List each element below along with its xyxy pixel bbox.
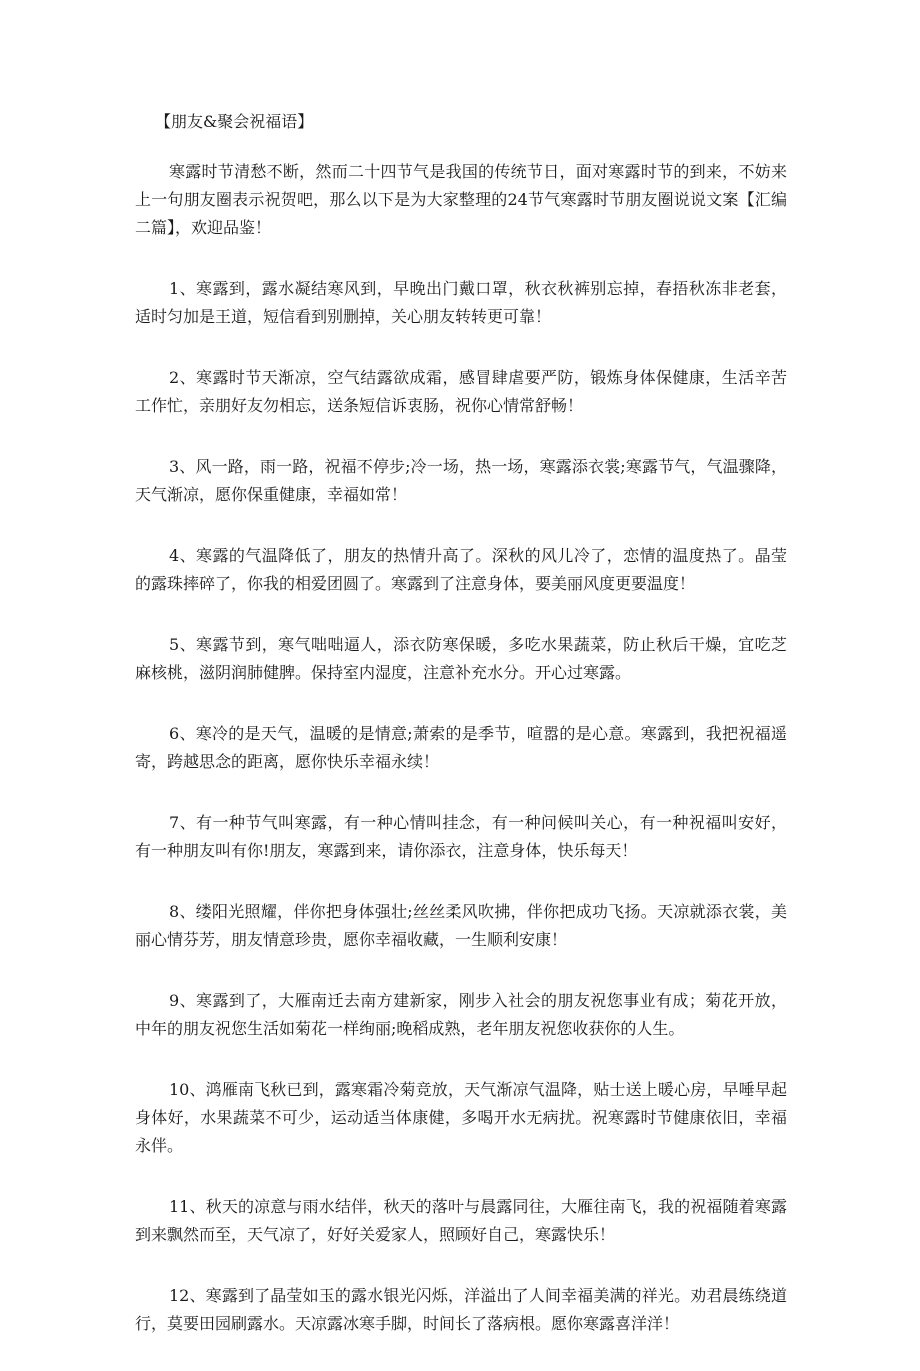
blessing-paragraph-11: 11、秋天的凉意与雨水结伴，秋天的落叶与晨露同往，大雁往南飞，我的祝福随着寒露到来飘然而至，天气凉了，好好关爱家人，照顾好自己，寒露快乐！ [135,1197,787,1244]
blessing-paragraph-2: 2、寒露时节天渐凉，空气结露欲成霜，感冒肆虐要严防，锻炼身体保健康，生活辛苦工作忙，亲朋好友勿相忘，送条短信诉衷肠，祝你心情常舒畅！ [135,368,787,415]
blessing-paragraph-9: 9、寒露到了，大雁南迁去南方建新家，刚步入社会的朋友祝您事业有成；菊花开放，中年的朋友祝您生活如菊花一样绚丽;晚稻成熟，老年朋友祝您收获你的人生。 [135,991,787,1038]
blessing-paragraph-6: 6、寒冷的是天气，温暖的是情意;萧索的是季节，喧嚣的是心意。寒露到，我把祝福遥寄，跨越思念的距离，愿你快乐幸福永续！ [135,724,787,771]
document-page [135,108,787,1371]
blessing-paragraph-10: 10、鸿雁南飞秋已到，露寒霜冷菊竞放，天气渐凉气温降，贴士送上暖心房，早唾早起身体好，水果蔬菜不可少，运动适当体康健，多喝开水无病扰。祝寒露时节健康依旧，幸福永伴。 [135,1080,787,1155]
blessing-paragraph-5: 5、寒露节到，寒气咄咄逼人，添衣防寒保暖，多吃水果蔬菜，防止秋后干燥，宜吃芝麻核桃，滋阴润肺健脾。保持室内湿度，注意补充水分。开心过寒露。 [135,635,787,682]
blessing-paragraph-8: 8、缕阳光照耀，伴你把身体强壮;丝丝柔风吹拂，伴你把成功飞扬。天凉就添衣裳，美丽心情芬芳，朋友情意珍贵，愿你幸福收藏，一生顺利安康！ [135,902,787,949]
blessing-paragraph-3: 3、风一路，雨一路，祝福不停步;冷一场，热一场，寒露添衣裳;寒露节气，气温骤降，天气渐凉，愿你保重健康，幸福如常！ [135,457,787,504]
blessing-paragraph-7: 7、有一种节气叫寒露，有一种心情叫挂念，有一种问候叫关心，有一种祝福叫安好，有一种朋友叫有你!朋友，寒露到来，请你添衣，注意身体，快乐每天！ [135,813,787,860]
blessing-paragraph-1: 1、寒露到，露水凝结寒风到，早晚出门戴口罩，秋衣秋裤别忘掉，春捂秋冻非老套，适时匀加是王道，短信看到别删掉，关心朋友转转更可靠！ [135,279,787,326]
blessing-paragraph-12: 12、寒露到了晶莹如玉的露水银光闪烁，洋溢出了人间幸福美满的祥光。劝君晨练绕道行，莫要田园刷露水。天凉露冰寒手脚，时间长了落病根。愿你寒露喜洋洋！ [135,1286,787,1333]
document-title: 【朋友&聚会祝福语】 [155,112,314,131]
intro-paragraph: 寒露时节清愁不断，然而二十四节气是我国的传统节日，面对寒露时节的到来，不妨来上一句朋友圈表示祝贺吧，那么以下是为大家整理的24节气寒露时节朋友圈说说文案【汇编二篇】，欢迎品鉴！ [135,162,787,237]
blessing-paragraph-4: 4、寒露的气温降低了，朋友的热情升高了。深秋的风儿冷了，恋情的温度热了。晶莹的露珠摔碎了，你我的相爱团圆了。寒露到了注意身体，要美丽风度更要温度！ [135,546,787,593]
